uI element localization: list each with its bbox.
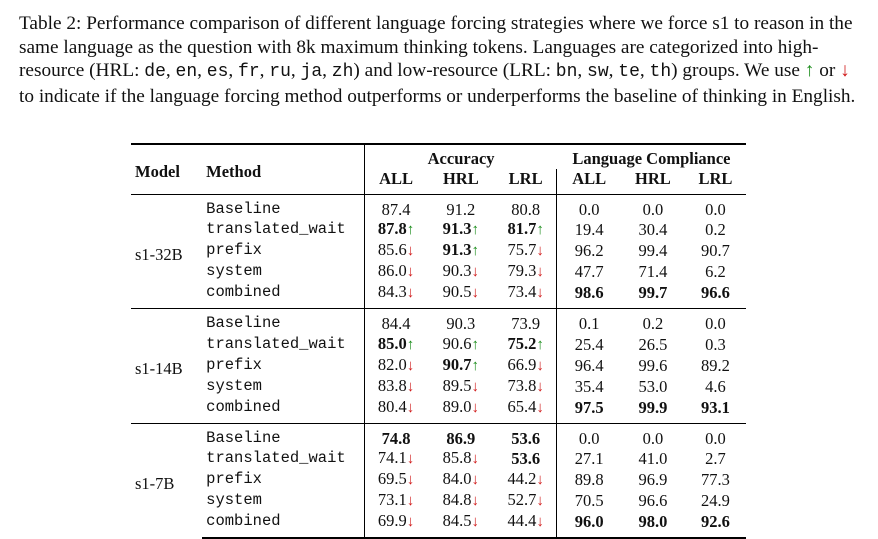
compliance-cell bbox=[685, 195, 746, 220]
accuracy-cell bbox=[365, 334, 427, 355]
cell-value: 90.7 bbox=[442, 354, 472, 374]
cell-value: 0.3 bbox=[705, 334, 726, 354]
compliance-cell bbox=[557, 376, 621, 397]
model-name: s1-7B bbox=[131, 423, 202, 538]
compliance-cell bbox=[621, 282, 685, 309]
cell-value: 87.8 bbox=[377, 219, 407, 239]
down-arrow-icon: ↓ bbox=[840, 60, 850, 81]
table-row bbox=[131, 334, 746, 355]
model-group bbox=[131, 195, 746, 309]
accuracy-cell bbox=[365, 282, 427, 309]
up-arrow-icon: ↑ bbox=[536, 336, 544, 353]
down-arrow-icon: ↓ bbox=[406, 450, 415, 467]
header-acc-all: ALL bbox=[365, 169, 427, 195]
cell-value: 74.1 bbox=[377, 447, 407, 467]
cell-value: 2.7 bbox=[705, 448, 726, 468]
method-name: Baseline bbox=[202, 309, 365, 334]
cell-value: 71.4 bbox=[638, 262, 668, 282]
up-arrow-icon: ↑ bbox=[471, 336, 480, 353]
accuracy-cell bbox=[495, 219, 557, 240]
cell-value: 0.0 bbox=[578, 428, 600, 448]
method-name: prefix bbox=[206, 355, 262, 374]
compliance-cell bbox=[621, 355, 685, 376]
cell-value: 84.5 bbox=[442, 510, 472, 530]
cell-value: 89.5 bbox=[442, 375, 472, 395]
compliance-cell bbox=[557, 219, 621, 240]
accuracy-cell bbox=[427, 309, 495, 334]
down-arrow-icon: ↓ bbox=[406, 264, 415, 281]
method-name: translated_wait bbox=[206, 334, 346, 353]
accuracy-cell bbox=[427, 195, 495, 220]
table-row bbox=[131, 282, 746, 309]
compliance-cell bbox=[621, 195, 685, 220]
cell-value: 0.0 bbox=[642, 200, 664, 220]
compliance-cell bbox=[685, 490, 746, 511]
down-arrow-icon: ↓ bbox=[536, 399, 544, 416]
down-arrow-icon: ↓ bbox=[471, 471, 480, 488]
cell-value: 0.1 bbox=[578, 314, 600, 334]
accuracy-cell bbox=[427, 376, 495, 397]
cell-value: 84.0 bbox=[442, 468, 472, 488]
cell-value: 89.8 bbox=[574, 469, 604, 489]
accuracy-cell bbox=[365, 240, 427, 261]
cell-value: 98.6 bbox=[574, 283, 604, 303]
cell-value: 99.6 bbox=[638, 355, 668, 375]
language-code: ja bbox=[300, 62, 323, 82]
cell-value: 41.0 bbox=[638, 448, 668, 468]
method-name: system bbox=[206, 262, 262, 281]
table-row bbox=[131, 240, 746, 261]
cell-value: 84.4 bbox=[381, 314, 411, 334]
cell-value: 85.8 bbox=[442, 447, 472, 467]
cell-value: 4.6 bbox=[705, 376, 726, 396]
compliance-cell bbox=[557, 334, 621, 355]
cell-value: 0.0 bbox=[705, 200, 726, 220]
cell-value: 85.6 bbox=[377, 240, 407, 260]
cell-value: 92.6 bbox=[701, 511, 730, 531]
compliance-cell bbox=[621, 490, 685, 511]
down-arrow-icon: ↓ bbox=[406, 357, 415, 374]
cell-value: 90.3 bbox=[446, 314, 476, 334]
down-arrow-icon: ↓ bbox=[536, 513, 544, 530]
accuracy-cell bbox=[365, 219, 427, 240]
cell-value: 89.0 bbox=[442, 396, 472, 416]
cell-value: 96.2 bbox=[574, 241, 604, 261]
caption-label: Table 2: bbox=[19, 13, 82, 34]
compliance-cell bbox=[685, 423, 746, 448]
down-arrow-icon: ↓ bbox=[406, 492, 415, 509]
cell-value: 90.3 bbox=[442, 261, 472, 281]
cell-value: 44.4 bbox=[507, 510, 537, 530]
cell-value: 96.6 bbox=[701, 283, 730, 303]
cell-value: 90.5 bbox=[442, 282, 472, 302]
header-comp-hrl: HRL bbox=[635, 169, 671, 188]
compliance-cell bbox=[685, 448, 746, 469]
accuracy-cell bbox=[495, 282, 557, 309]
compliance-cell bbox=[685, 282, 746, 309]
cell-value: 74.8 bbox=[381, 428, 411, 448]
accuracy-cell bbox=[495, 397, 557, 424]
table-caption bbox=[19, 12, 864, 108]
accuracy-cell bbox=[427, 355, 495, 376]
down-arrow-icon: ↓ bbox=[536, 243, 544, 260]
method-name: system bbox=[206, 376, 262, 395]
cell-value: 93.1 bbox=[701, 397, 730, 417]
cell-value: 69.9 bbox=[377, 510, 407, 530]
accuracy-cell bbox=[365, 469, 427, 490]
cell-value: 25.4 bbox=[574, 334, 604, 354]
cell-value: 90.7 bbox=[701, 241, 730, 261]
compliance-cell bbox=[621, 309, 685, 334]
accuracy-cell bbox=[365, 195, 427, 220]
compliance-cell bbox=[621, 334, 685, 355]
caption-or: or bbox=[819, 60, 836, 81]
cell-value: 96.4 bbox=[574, 355, 604, 375]
up-arrow-icon: ↑ bbox=[406, 222, 415, 239]
accuracy-cell bbox=[495, 376, 557, 397]
language-code: te bbox=[618, 62, 640, 82]
cell-value: 91.2 bbox=[446, 200, 476, 220]
table-row bbox=[131, 309, 746, 334]
up-arrow-icon: ↑ bbox=[804, 60, 815, 81]
cell-value: 0.0 bbox=[578, 200, 600, 220]
cell-value: 52.7 bbox=[507, 489, 537, 509]
accuracy-cell bbox=[427, 334, 495, 355]
cell-value: 35.4 bbox=[574, 376, 604, 396]
up-arrow-icon: ↑ bbox=[471, 357, 480, 374]
down-arrow-icon: ↓ bbox=[536, 471, 544, 488]
header-comp-all: ALL bbox=[557, 169, 621, 195]
header-accuracy: Accuracy bbox=[365, 144, 557, 169]
accuracy-cell bbox=[495, 261, 557, 282]
cell-value: 77.3 bbox=[701, 469, 730, 489]
language-code: es bbox=[206, 62, 229, 82]
cell-value: 89.2 bbox=[701, 355, 730, 375]
table-row bbox=[131, 397, 746, 424]
cell-value: 84.3 bbox=[377, 282, 407, 302]
down-arrow-icon: ↓ bbox=[471, 513, 480, 530]
compliance-cell bbox=[621, 376, 685, 397]
cell-value: 79.3 bbox=[507, 261, 537, 281]
model-group bbox=[131, 423, 746, 538]
language-code: sw bbox=[587, 62, 609, 82]
method-name: Baseline bbox=[202, 195, 365, 220]
down-arrow-icon: ↓ bbox=[406, 471, 415, 488]
compliance-cell bbox=[557, 490, 621, 511]
header-model: Model bbox=[131, 144, 202, 195]
compliance-cell bbox=[621, 219, 685, 240]
header-method: Method bbox=[202, 144, 365, 195]
cell-value: 86.9 bbox=[446, 428, 476, 448]
compliance-cell bbox=[621, 448, 685, 469]
accuracy-cell bbox=[365, 309, 427, 334]
cell-value: 0.0 bbox=[642, 428, 664, 448]
up-arrow-icon: ↑ bbox=[471, 222, 480, 239]
accuracy-cell bbox=[495, 469, 557, 490]
performance-table bbox=[131, 143, 746, 539]
header-acc-hrl: HRL bbox=[442, 169, 479, 188]
cell-value: 86.0 bbox=[377, 261, 407, 281]
cell-value: 70.5 bbox=[574, 490, 604, 510]
cell-value: 69.5 bbox=[377, 468, 407, 488]
cell-value: 0.2 bbox=[705, 220, 726, 240]
down-arrow-icon: ↓ bbox=[536, 357, 544, 374]
cell-value: 96.9 bbox=[638, 469, 668, 489]
compliance-cell bbox=[685, 240, 746, 261]
language-code: fr bbox=[238, 62, 260, 82]
compliance-cell bbox=[557, 469, 621, 490]
table-row bbox=[131, 490, 746, 511]
caption-text-a: Performance comparison of different language forcing strategies where we force s1 to reason in the same language as the question with 8k maximum thinking tokens. Languages are categorized into high-resource (HRL: bbox=[19, 13, 853, 81]
table-row bbox=[131, 261, 746, 282]
model-group bbox=[131, 309, 746, 423]
cell-value: 73.8 bbox=[507, 375, 537, 395]
compliance-cell bbox=[557, 309, 621, 334]
down-arrow-icon: ↓ bbox=[536, 492, 544, 509]
cell-value: 99.7 bbox=[638, 283, 668, 303]
table-row bbox=[131, 469, 746, 490]
cell-value: 66.9 bbox=[507, 354, 537, 374]
accuracy-cell bbox=[365, 423, 427, 448]
header-compliance: Language Compliance bbox=[557, 144, 746, 169]
compliance-cell bbox=[685, 355, 746, 376]
cell-value: 75.2 bbox=[507, 333, 537, 353]
compliance-cell bbox=[685, 219, 746, 240]
cell-value: 99.9 bbox=[638, 397, 668, 417]
compliance-cell bbox=[557, 355, 621, 376]
compliance-cell bbox=[685, 334, 746, 355]
compliance-cell bbox=[557, 261, 621, 282]
cell-value: 0.2 bbox=[642, 314, 664, 334]
down-arrow-icon: ↓ bbox=[406, 513, 415, 530]
table-header bbox=[131, 144, 746, 195]
compliance-cell bbox=[621, 240, 685, 261]
method-name: combined bbox=[206, 397, 281, 416]
method-name: translated_wait bbox=[206, 448, 346, 467]
header-comp-lrl: LRL bbox=[698, 169, 733, 188]
table-row bbox=[131, 219, 746, 240]
cell-value: 82.0 bbox=[377, 354, 407, 374]
hrl-language-list: de, en, es, fr, ru, ja, zh bbox=[144, 60, 354, 82]
caption-text-b: ) and low-resource (LRL: bbox=[353, 60, 551, 81]
cell-value: 80.8 bbox=[511, 200, 541, 220]
accuracy-cell bbox=[495, 334, 557, 355]
down-arrow-icon: ↓ bbox=[471, 492, 480, 509]
accuracy-cell bbox=[427, 240, 495, 261]
compliance-cell bbox=[685, 309, 746, 334]
accuracy-cell bbox=[427, 490, 495, 511]
cell-value: 91.3 bbox=[442, 240, 472, 260]
accuracy-cell bbox=[427, 282, 495, 309]
language-code: bn bbox=[555, 62, 578, 82]
method-name: combined bbox=[206, 283, 281, 302]
accuracy-cell bbox=[365, 490, 427, 511]
model-name: s1-14B bbox=[131, 309, 202, 423]
accuracy-cell bbox=[495, 240, 557, 261]
cell-value: 30.4 bbox=[638, 220, 668, 240]
accuracy-cell bbox=[365, 355, 427, 376]
compliance-cell bbox=[685, 397, 746, 424]
accuracy-cell bbox=[495, 195, 557, 220]
down-arrow-icon: ↓ bbox=[536, 264, 544, 281]
compliance-cell bbox=[621, 423, 685, 448]
cell-value: 53.0 bbox=[638, 376, 668, 396]
accuracy-cell bbox=[495, 355, 557, 376]
compliance-cell bbox=[557, 282, 621, 309]
cell-value: 91.3 bbox=[442, 219, 472, 239]
cell-value: 73.1 bbox=[377, 489, 407, 509]
accuracy-cell bbox=[495, 490, 557, 511]
table-row bbox=[131, 448, 746, 469]
language-code: zh bbox=[331, 62, 354, 82]
cell-value: 98.0 bbox=[638, 511, 668, 531]
up-arrow-icon: ↑ bbox=[406, 336, 415, 353]
method-name: prefix bbox=[206, 469, 262, 488]
down-arrow-icon: ↓ bbox=[536, 378, 544, 395]
compliance-cell bbox=[685, 261, 746, 282]
down-arrow-icon: ↓ bbox=[406, 378, 415, 395]
table-row bbox=[131, 355, 746, 376]
cell-value: 75.7 bbox=[507, 240, 537, 260]
accuracy-cell bbox=[427, 423, 495, 448]
cell-value: 96.6 bbox=[638, 490, 668, 510]
compliance-cell bbox=[557, 240, 621, 261]
down-arrow-icon: ↓ bbox=[471, 399, 480, 416]
cell-value: 53.6 bbox=[511, 428, 541, 448]
cell-value: 0.0 bbox=[705, 314, 726, 334]
accuracy-cell bbox=[427, 448, 495, 469]
accuracy-cell bbox=[365, 448, 427, 469]
caption-text-d: to indicate if the language forcing method outperforms or underperforms the baseline of thinking in English. bbox=[19, 85, 856, 107]
model-name: s1-32B bbox=[131, 195, 202, 309]
accuracy-cell bbox=[427, 261, 495, 282]
cell-value: 83.8 bbox=[377, 375, 407, 395]
down-arrow-icon: ↓ bbox=[406, 285, 415, 302]
compliance-cell bbox=[557, 423, 621, 448]
header-acc-lrl: LRL bbox=[508, 169, 543, 188]
cell-value: 24.9 bbox=[701, 490, 730, 510]
down-arrow-icon: ↓ bbox=[536, 285, 544, 302]
accuracy-cell bbox=[365, 261, 427, 282]
compliance-cell bbox=[685, 469, 746, 490]
cell-value: 80.4 bbox=[377, 396, 407, 416]
cell-value: 73.9 bbox=[511, 314, 541, 334]
cell-value: 53.6 bbox=[511, 448, 541, 468]
compliance-cell bbox=[557, 448, 621, 469]
accuracy-cell bbox=[427, 469, 495, 490]
cell-value: 27.1 bbox=[574, 448, 604, 468]
accuracy-cell bbox=[495, 309, 557, 334]
lrl-language-list: bn, sw, te, th bbox=[555, 60, 672, 82]
down-arrow-icon: ↓ bbox=[471, 378, 480, 395]
cell-value: 73.4 bbox=[507, 282, 537, 302]
down-arrow-icon: ↓ bbox=[406, 243, 415, 260]
compliance-cell bbox=[685, 376, 746, 397]
table-row bbox=[131, 423, 746, 448]
compliance-cell bbox=[621, 261, 685, 282]
compliance-cell bbox=[621, 397, 685, 424]
cell-value: 99.4 bbox=[638, 241, 668, 261]
language-code: ru bbox=[269, 62, 291, 82]
down-arrow-icon: ↓ bbox=[471, 264, 480, 281]
method-name: translated_wait bbox=[206, 220, 346, 239]
cell-value: 47.7 bbox=[574, 262, 604, 282]
cell-value: 44.2 bbox=[507, 468, 537, 488]
accuracy-cell bbox=[365, 397, 427, 424]
cell-value: 19.4 bbox=[574, 220, 604, 240]
compliance-cell bbox=[557, 195, 621, 220]
cell-value: 0.0 bbox=[705, 428, 726, 448]
language-code: de bbox=[144, 62, 166, 82]
cell-value: 97.5 bbox=[574, 397, 604, 417]
accuracy-cell bbox=[427, 219, 495, 240]
cell-value: 87.4 bbox=[381, 200, 411, 220]
down-arrow-icon: ↓ bbox=[471, 285, 480, 302]
up-arrow-icon: ↑ bbox=[471, 243, 480, 260]
cell-value: 6.2 bbox=[705, 262, 726, 282]
method-name: prefix bbox=[206, 241, 262, 260]
table-row bbox=[131, 376, 746, 397]
table-row bbox=[131, 195, 746, 220]
language-code: th bbox=[649, 62, 672, 82]
cell-value: 26.5 bbox=[638, 334, 668, 354]
caption-text-c: ) groups. We use bbox=[671, 60, 800, 81]
method-name: system bbox=[206, 490, 262, 509]
compliance-cell bbox=[621, 469, 685, 490]
down-arrow-icon: ↓ bbox=[406, 399, 415, 416]
language-code: en bbox=[175, 62, 198, 82]
method-name: combined bbox=[202, 511, 365, 538]
accuracy-cell bbox=[427, 397, 495, 424]
cell-value: 84.8 bbox=[442, 489, 472, 509]
cell-value: 85.0 bbox=[377, 333, 407, 353]
cell-value: 90.6 bbox=[442, 333, 472, 353]
down-arrow-icon: ↓ bbox=[471, 450, 480, 467]
cell-value: 96.0 bbox=[574, 511, 604, 531]
accuracy-cell bbox=[365, 376, 427, 397]
cell-value: 81.7 bbox=[507, 219, 537, 239]
method-name: Baseline bbox=[202, 423, 365, 448]
up-arrow-icon: ↑ bbox=[536, 222, 544, 239]
accuracy-cell bbox=[495, 448, 557, 469]
compliance-cell bbox=[557, 397, 621, 424]
accuracy-cell bbox=[495, 423, 557, 448]
cell-value: 65.4 bbox=[507, 396, 537, 416]
